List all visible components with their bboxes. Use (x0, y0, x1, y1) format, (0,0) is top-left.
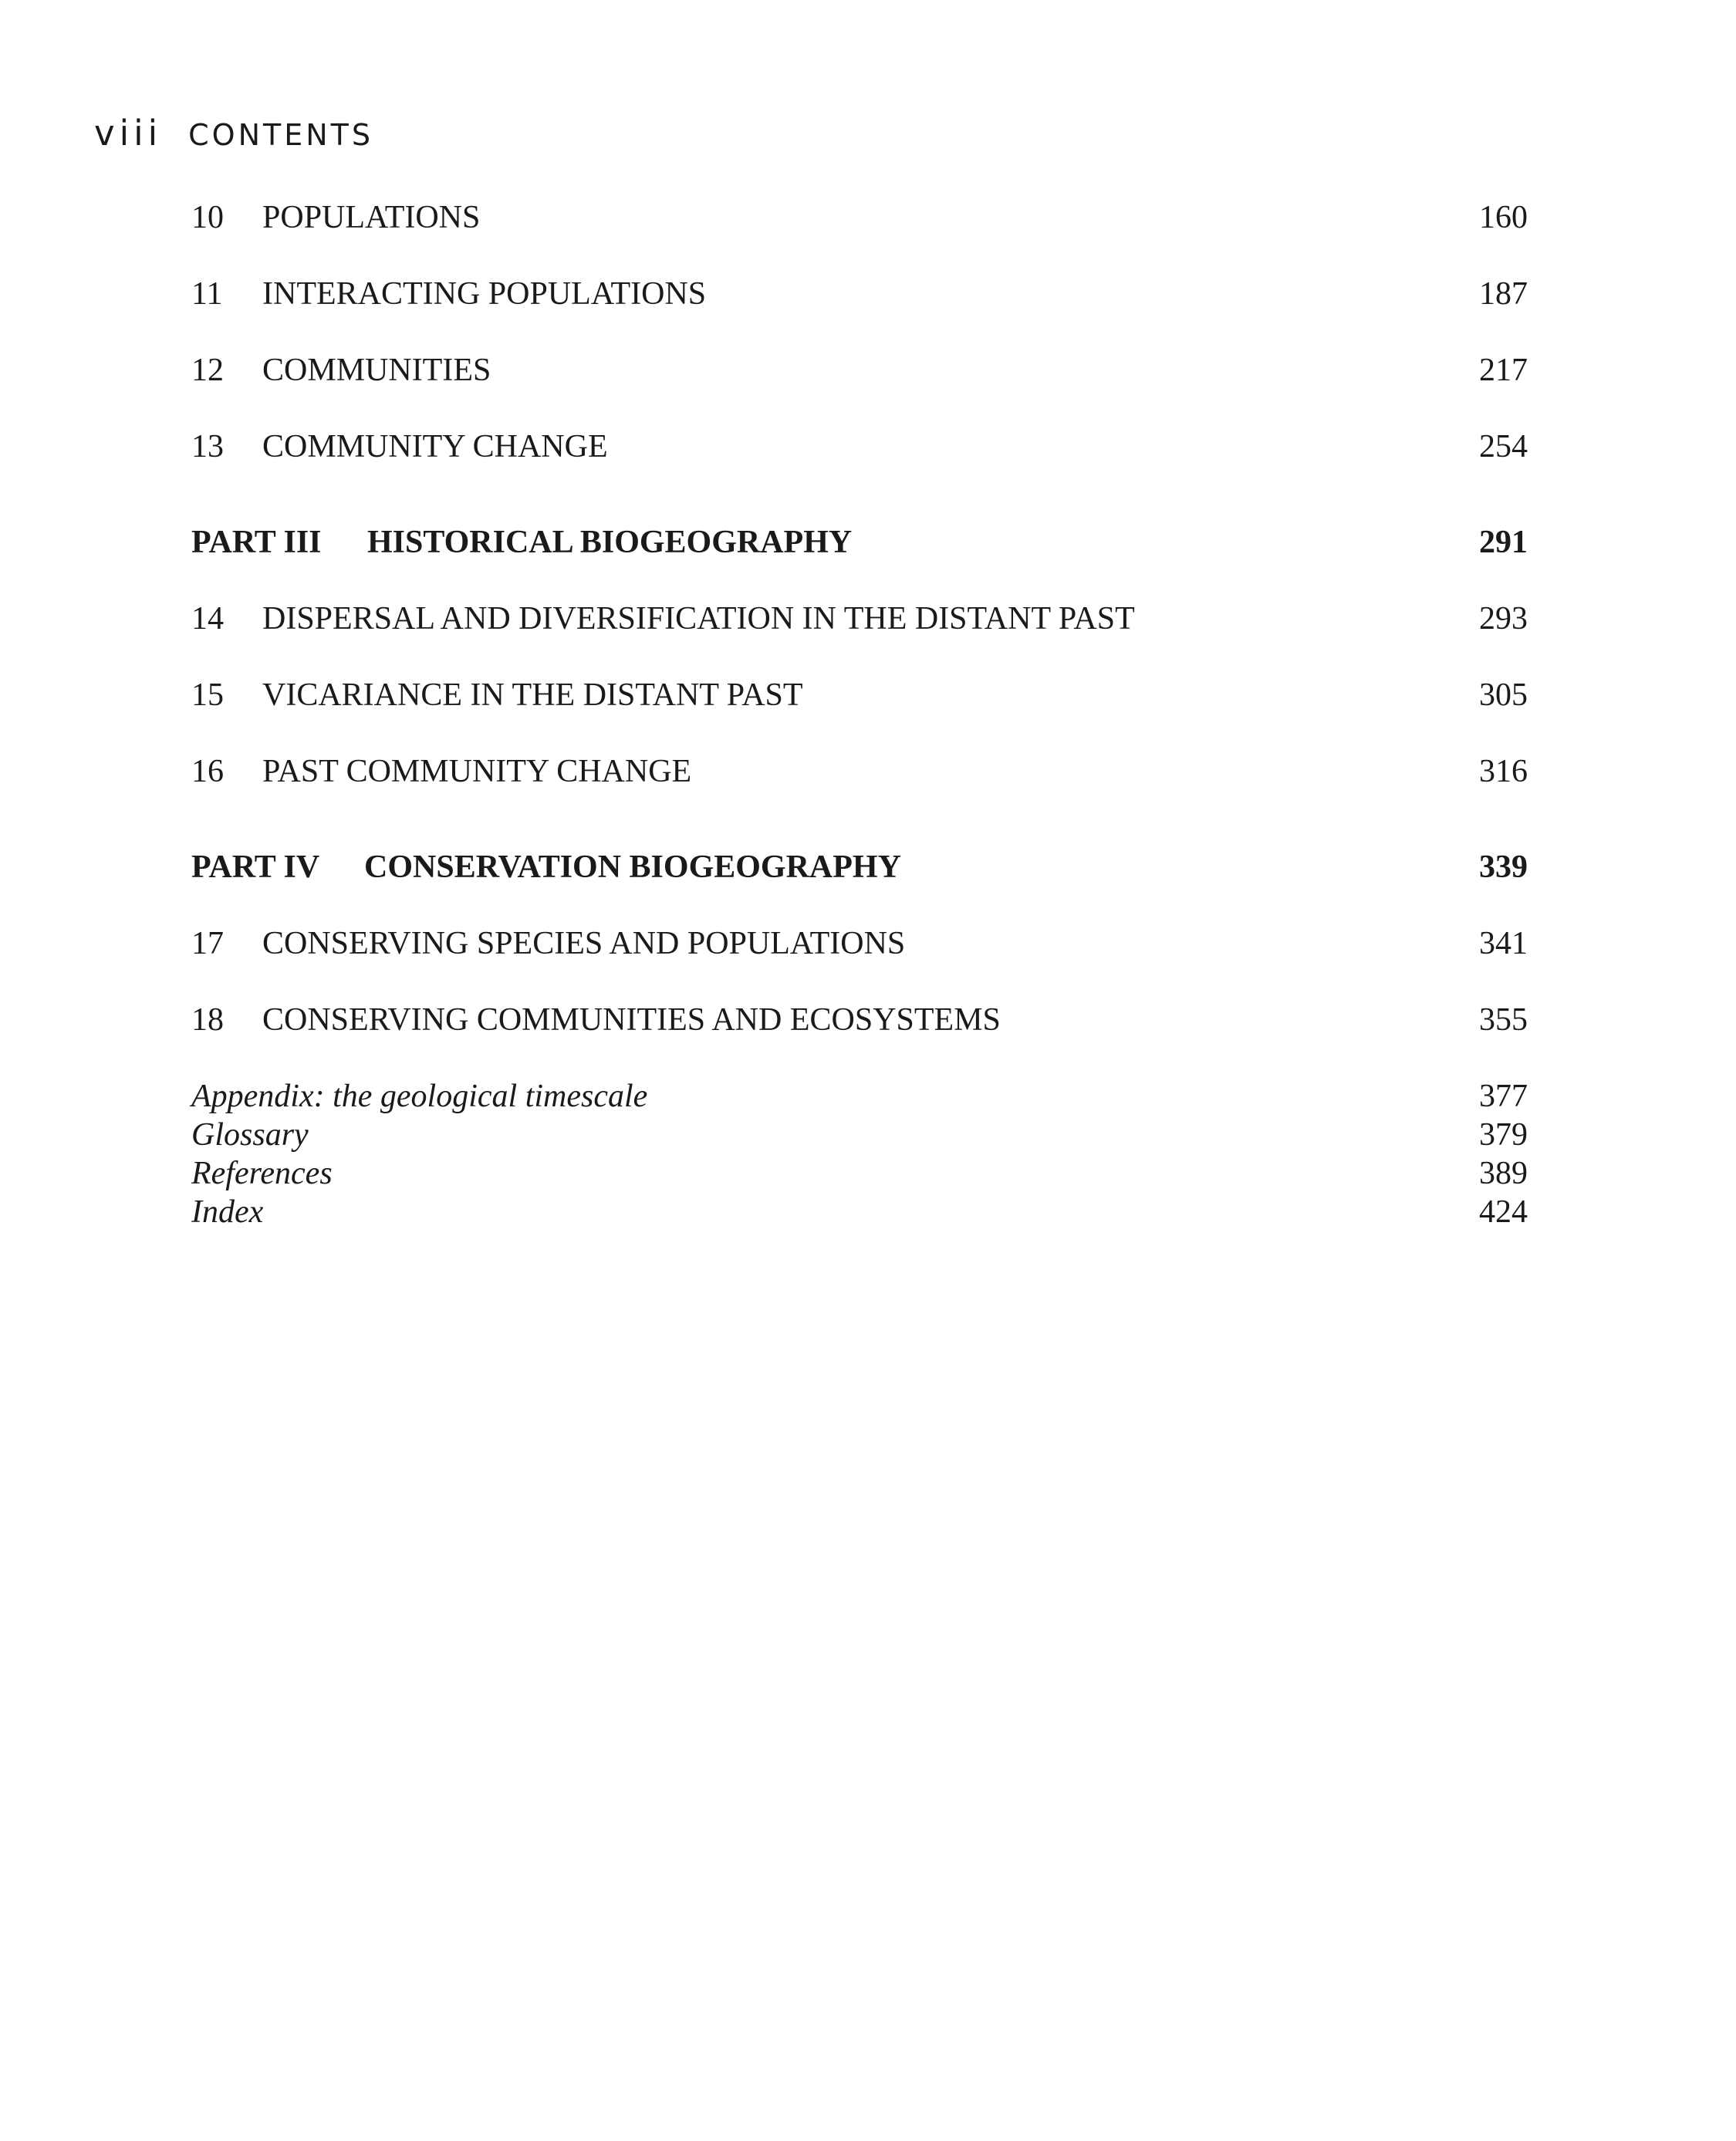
toc-entry-part-4[interactable] (191, 846, 1528, 889)
back-matter-page: 377 (1479, 1079, 1528, 1114)
back-matter-title: Glossary (191, 1117, 309, 1153)
chapter-page: 293 (1479, 601, 1528, 637)
back-matter-title: References (191, 1156, 333, 1191)
chapter-page: 316 (1479, 754, 1528, 789)
part-label: PART IV (191, 849, 320, 885)
chapter-title: INTERACTING POPULATIONS (262, 276, 707, 312)
chapter-page: 341 (1479, 926, 1528, 961)
running-head-title: CONTENTS (188, 118, 373, 152)
chapter-page: 217 (1479, 353, 1528, 388)
chapter-number: 18 (191, 1002, 224, 1038)
toc-entry-chapter-10[interactable] (191, 196, 1528, 239)
chapter-title: DISPERSAL AND DIVERSIFICATION IN THE DISTANT PAST (262, 601, 1135, 637)
chapter-page: 305 (1479, 677, 1528, 713)
page-number: viii (94, 113, 163, 154)
toc-entry-chapter-11[interactable] (191, 272, 1528, 316)
chapter-number: 16 (191, 754, 224, 789)
back-matter-page: 424 (1479, 1194, 1528, 1230)
toc-entry-appendix[interactable] (191, 1077, 1528, 1116)
chapter-number: 15 (191, 677, 224, 713)
chapter-title: CONSERVING COMMUNITIES AND ECOSYSTEMS (262, 1002, 1001, 1038)
back-matter-page: 379 (1479, 1117, 1528, 1153)
chapter-number: 14 (191, 601, 224, 637)
part-page: 291 (1479, 525, 1528, 560)
back-matter-title: Appendix: the geological timescale (191, 1079, 648, 1114)
toc-entry-chapter-15[interactable] (191, 674, 1528, 717)
chapter-number: 13 (191, 429, 224, 464)
chapter-number: 10 (191, 200, 224, 235)
toc-entry-chapter-12[interactable] (191, 349, 1528, 392)
toc-entry-part-3[interactable] (191, 521, 1528, 564)
chapter-number: 17 (191, 926, 224, 961)
chapter-page: 254 (1479, 429, 1528, 464)
back-matter-title: Index (191, 1194, 264, 1230)
chapter-number: 11 (191, 276, 223, 312)
chapter-title: CONSERVING SPECIES AND POPULATIONS (262, 926, 906, 961)
part-title: HISTORICAL BIOGEOGRAPHY (367, 525, 853, 560)
chapter-title: COMMUNITY CHANGE (262, 429, 608, 464)
back-matter-page: 389 (1479, 1156, 1528, 1191)
toc-entry-chapter-13[interactable] (191, 425, 1528, 468)
chapter-number: 12 (191, 353, 224, 388)
chapter-page: 160 (1479, 200, 1528, 235)
part-label: PART III (191, 525, 322, 560)
toc-entry-chapter-17[interactable] (191, 922, 1528, 965)
part-title: CONSERVATION BIOGEOGRAPHY (364, 849, 901, 885)
chapter-page: 355 (1479, 1002, 1528, 1038)
toc-entry-chapter-18[interactable] (191, 998, 1528, 1042)
chapter-title: POPULATIONS (262, 200, 481, 235)
chapter-title: COMMUNITIES (262, 353, 491, 388)
chapter-title: PAST COMMUNITY CHANGE (262, 754, 692, 789)
toc-entry-chapter-14[interactable] (191, 597, 1528, 640)
toc-entry-chapter-16[interactable] (191, 750, 1528, 793)
toc-entry-references[interactable] (191, 1154, 1528, 1193)
chapter-title: VICARIANCE IN THE DISTANT PAST (262, 677, 803, 713)
running-head (94, 113, 373, 153)
part-page: 339 (1479, 849, 1528, 885)
toc-entry-glossary[interactable] (191, 1116, 1528, 1154)
toc-entry-index[interactable] (191, 1193, 1528, 1231)
chapter-page: 187 (1479, 276, 1528, 312)
